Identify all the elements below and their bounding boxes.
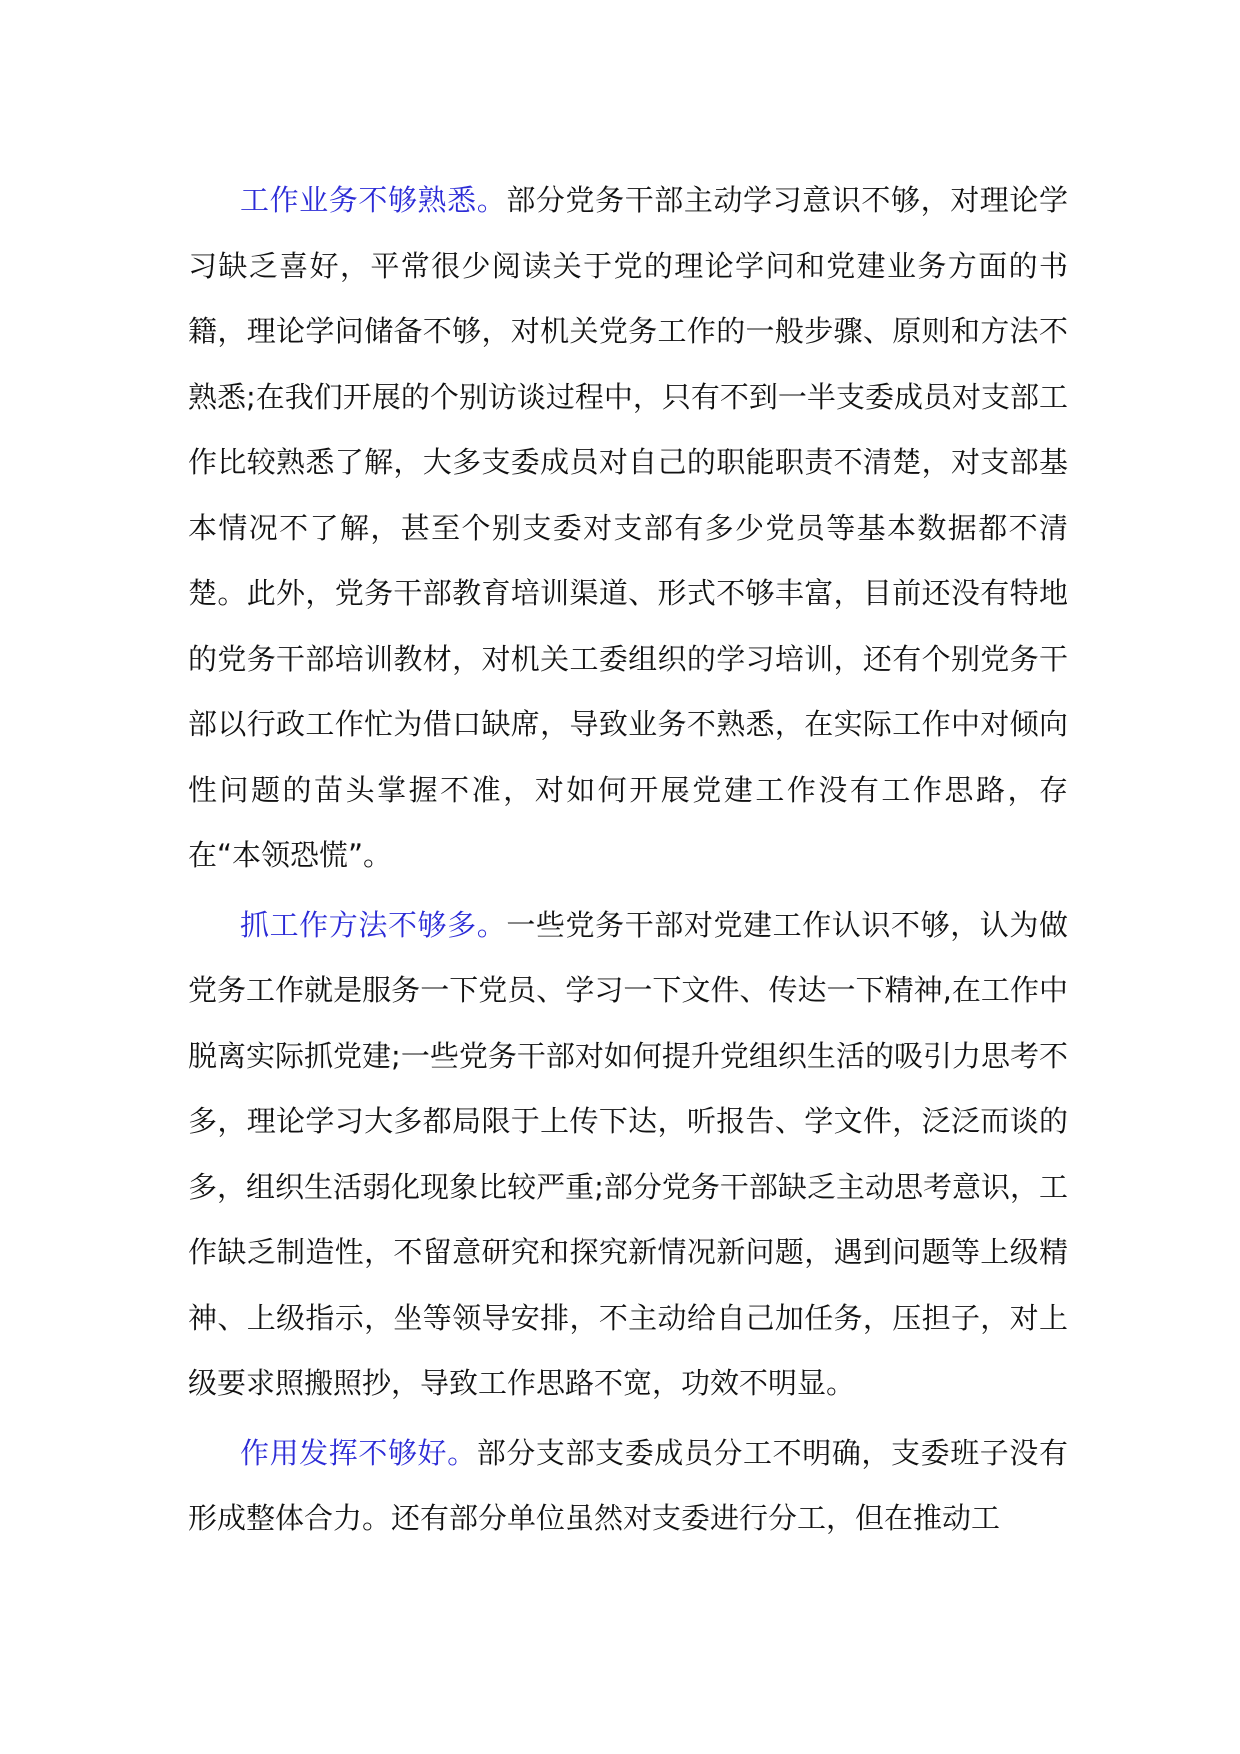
paragraph-body: 部分党务干部主动学习意识不够，对理论学习缺乏喜好，平常很少阅读关于党的理论学问和党建业务方面的书籍，理论学问储备不够，对机关党务工作的一般步骤、原则和方法不熟悉;在我们开展的个别访谈过程中，只有不到一半支委成员对支部工作比较熟悉了解，大多支委成员对自己的职能职责不清楚，对支部基本情况不了解，甚至个别支委对支部有多少党员等基本数据都不清楚。此外，党务干部教育培训渠道、形式不够丰富，目前还没有特地的党务干部培训教材，对机关工委组织的学习培训，还有个别党务干部以行政工作忙为借口缺席，导致业务不熟悉，在实际工作中对倾向性问题的苗头掌握不准，对如何开展党建工作没有工作思路，存在“本领恐慌”。 [188,183,1068,872]
paragraph-methods-few [188,893,1068,1417]
paragraph-heading: 抓工作方法不够多。 [240,907,507,942]
paragraph-role-weak [188,1421,1068,1552]
paragraph-body: 一些党务干部对党建工作认识不够，认为做党务工作就是服务一下党员、学习一下文件、传达一下精神,在工作中脱离实际抓党建;一些党务干部对如何提升党组织生活的吸引力思考不多，理论学习大多都局限于上传下达，听报告、学文件，泛泛而谈的多，组织生活弱化现象比较严重;部分党务干部缺乏主动思考意识，工作缺乏制造性，不留意研究和探究新情况新问题，遇到问题等上级精神、上级指示，坐等领导安排，不主动给自己加任务，压担子，对上级要求照搬照抄，导致工作思路不宽，功效不明显。 [188,907,1068,1400]
paragraph-heading: 工作业务不够熟悉。 [240,183,507,217]
document-page [188,168,1068,1556]
paragraph-body: 部分支部支委成员分工不明确，支委班子没有形成整体合力。还有部分单位虽然对支委进行分工，但在推动工 [188,1435,1068,1535]
paragraph-work-unfamiliar [188,168,1068,889]
paragraph-heading: 作用发挥不够好。 [240,1435,477,1470]
